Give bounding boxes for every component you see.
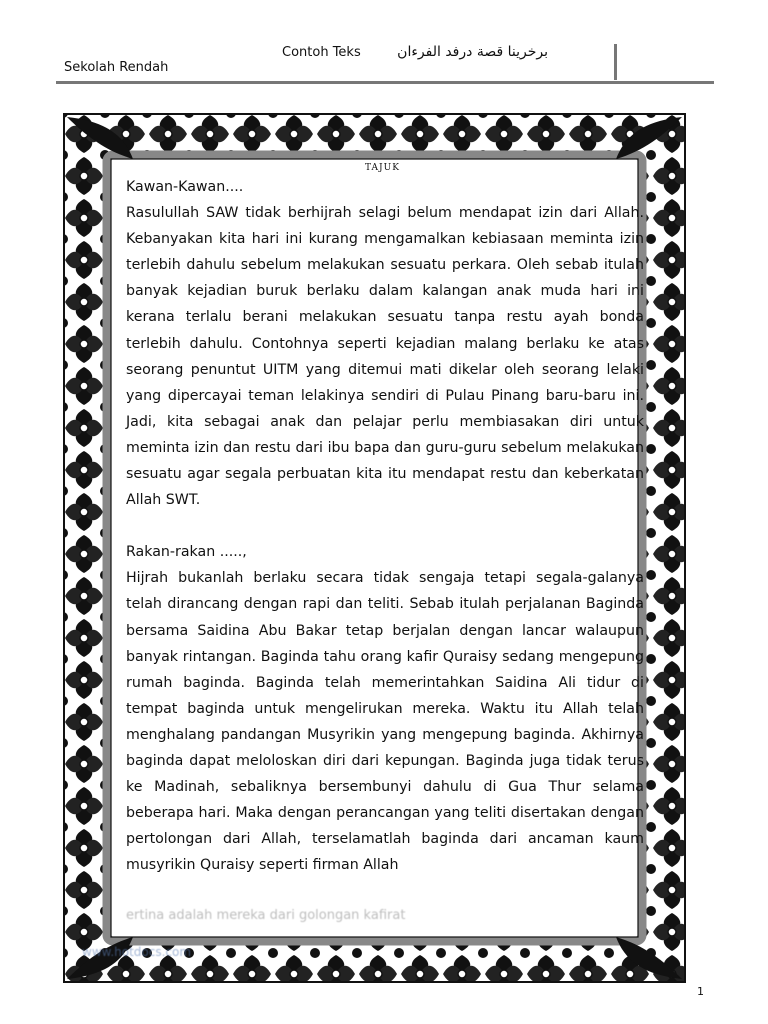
greeting-2: Rakan-rakan ....., xyxy=(126,544,247,561)
paragraph-spacer xyxy=(126,513,644,539)
document-title: Contoh Teks xyxy=(282,45,361,60)
frame-title: TAJUK xyxy=(365,163,400,173)
paragraph-2: Hijrah bukanlah berlaku secara tidak sengaja tetapi segala-galanya telah dirancang dengan rapi dan teliti. Sebab itulah perjalanan Baginda bersama Saidina Abu Bakar tetap berjalan dengan lancar walaupun banyak rintangan. Baginda tahu orang kafir Quraisy sedang mengepung rumah baginda. Baginda telah memerintahkan Saidina Ali tidur di tempat baginda untuk mengelirukan mereka. Waktu itu Allah telah menghalang pandangan Musyrikin yang mengepung baginda. Akhirnya baginda dapat meloloskan diri dari kepungan. Baginda juga tidak terus ke Madinah, sebaliknya bersembunyi dahulu di Gua Thur selama beberapa hari. Maka dengan perancangan yang teliti disertakan dengan pertolongan dari Allah, terselamatlah baginda dari ancaman kaum musyrikin Quraisy seperti firman Allah xyxy=(126,570,644,874)
header-divider-vertical xyxy=(614,44,617,80)
school-label: Sekolah Rendah xyxy=(64,60,169,75)
greeting-1: Kawan-Kawan.... xyxy=(126,179,244,195)
page-number: 1 xyxy=(697,985,704,998)
paragraph-1: Rasulullah SAW tidak berhijrah selagi belum mendapat izin dari Allah. Kebanyakan kita hari ini kurang mengamalkan kebiasaan meminta izin terlebih dahulu sebelum melakukan sesuatu perkara. Oleh sebab itulah banyak kejadian buruk berlaku dalam kalangan anak muda hari ini kerana terlalu berani melakukan sesuatu tanpa restu ayah bonda terlebih dahulu. Contohnya seperti kejadian malang berlaku ke atas seorang penuntut UITM yang ditemui mati dikelar oleh seorang lelaki yang dipercayai teman lelakinya sendiri di Pulau Pinang baru-baru ini. Jadi, kita sebagai anak dan pelajar perlu membiasakan diri untuk meminta izin dan restu dari ibu bapa dan guru-guru sebelum melakukan sesuatu agar segala perbuatan kita itu mendapat restu dan keberkatan Allah SWT. xyxy=(126,205,644,509)
arabic-title: برخرينا قصة درفد الفرءان xyxy=(397,44,548,60)
header-divider-horizontal xyxy=(56,81,714,84)
faded-text-line: ertina adalah mereka dari golongan kafirat xyxy=(126,908,406,923)
body-text xyxy=(126,174,644,878)
watermark: www.hotdocs.com xyxy=(82,945,192,959)
